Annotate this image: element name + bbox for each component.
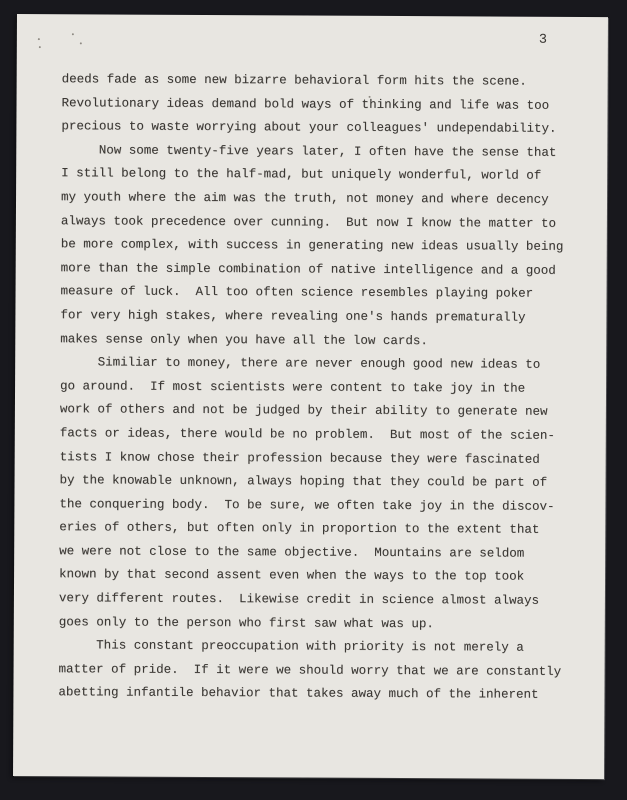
text-line: work of others and not be judged by their ability to generate new (59, 402, 548, 420)
text-line: eries of others, but often only in proportion to the extent that (59, 520, 540, 538)
text-line: Similiar to money, there are never enough good new ideas to (60, 355, 541, 372)
typewritten-text (58, 68, 581, 708)
text-line: we were not close to the same objective. Mountains are seldom (59, 544, 525, 561)
text-line: precious to waste worrying about your colleagues' undependability. (61, 119, 557, 137)
text-line: goes only to the person who first saw what was up. (58, 614, 434, 631)
text-line: matter of pride. If it were we should worry that we are constantly (58, 662, 562, 679)
text-line: tists I know chose their profession because they were fascinated (59, 449, 540, 467)
text-line: abetting infantile behavior that takes away much of the inherent (58, 685, 539, 703)
text-line: be more complex, with success in generating new ideas usually being (60, 237, 564, 255)
ink-speck (72, 33, 74, 35)
text-line: measure of luck. All too often science resembles playing poker (60, 284, 534, 302)
text-line: by the knowable unknown, always hoping that they could be part of (59, 473, 548, 490)
ink-speck (80, 42, 82, 44)
text-line: the conquering body. To be sure, we often take joy in the discov- (59, 496, 555, 514)
text-line: makes sense only when you have all the low cards. (60, 331, 428, 348)
text-line: This constant preoccupation with priority is not merely a (58, 638, 524, 655)
text-line: very different routes. Likewise credit in science almost always (58, 591, 540, 608)
document-page (13, 14, 608, 779)
text-line: facts or ideas, there would be no problem. But most of the scien- (59, 426, 555, 443)
text-line: my youth where the aim was the truth, not money and where decency (61, 190, 549, 207)
page-number: 3 (538, 32, 548, 48)
text-line: for very high stakes, where revealing one's hands prematurally (60, 308, 526, 325)
ink-speck (38, 38, 40, 40)
ink-speck (39, 46, 41, 48)
text-line: Now some twenty-five years later, I often have the sense that (61, 143, 557, 160)
text-line: always took precedence over cunning. But now I know the matter to (60, 213, 557, 231)
text-line: Revolutionary ideas demand bold ways of thinking and life was too (61, 95, 550, 113)
text-line: deeds fade as some new bizarre behavioral form hits the scene. (61, 72, 527, 89)
text-line: go around. If most scientists were content to take joy in the (60, 378, 526, 396)
text-line: more than the simple combination of native intelligence and a good (60, 260, 556, 278)
text-line: known by that second assent even when the ways to the top took (59, 567, 525, 585)
text-line: I still belong to the half-mad, but uniquely wonderful, world of (61, 166, 542, 184)
ink-specks (17, 14, 608, 17)
